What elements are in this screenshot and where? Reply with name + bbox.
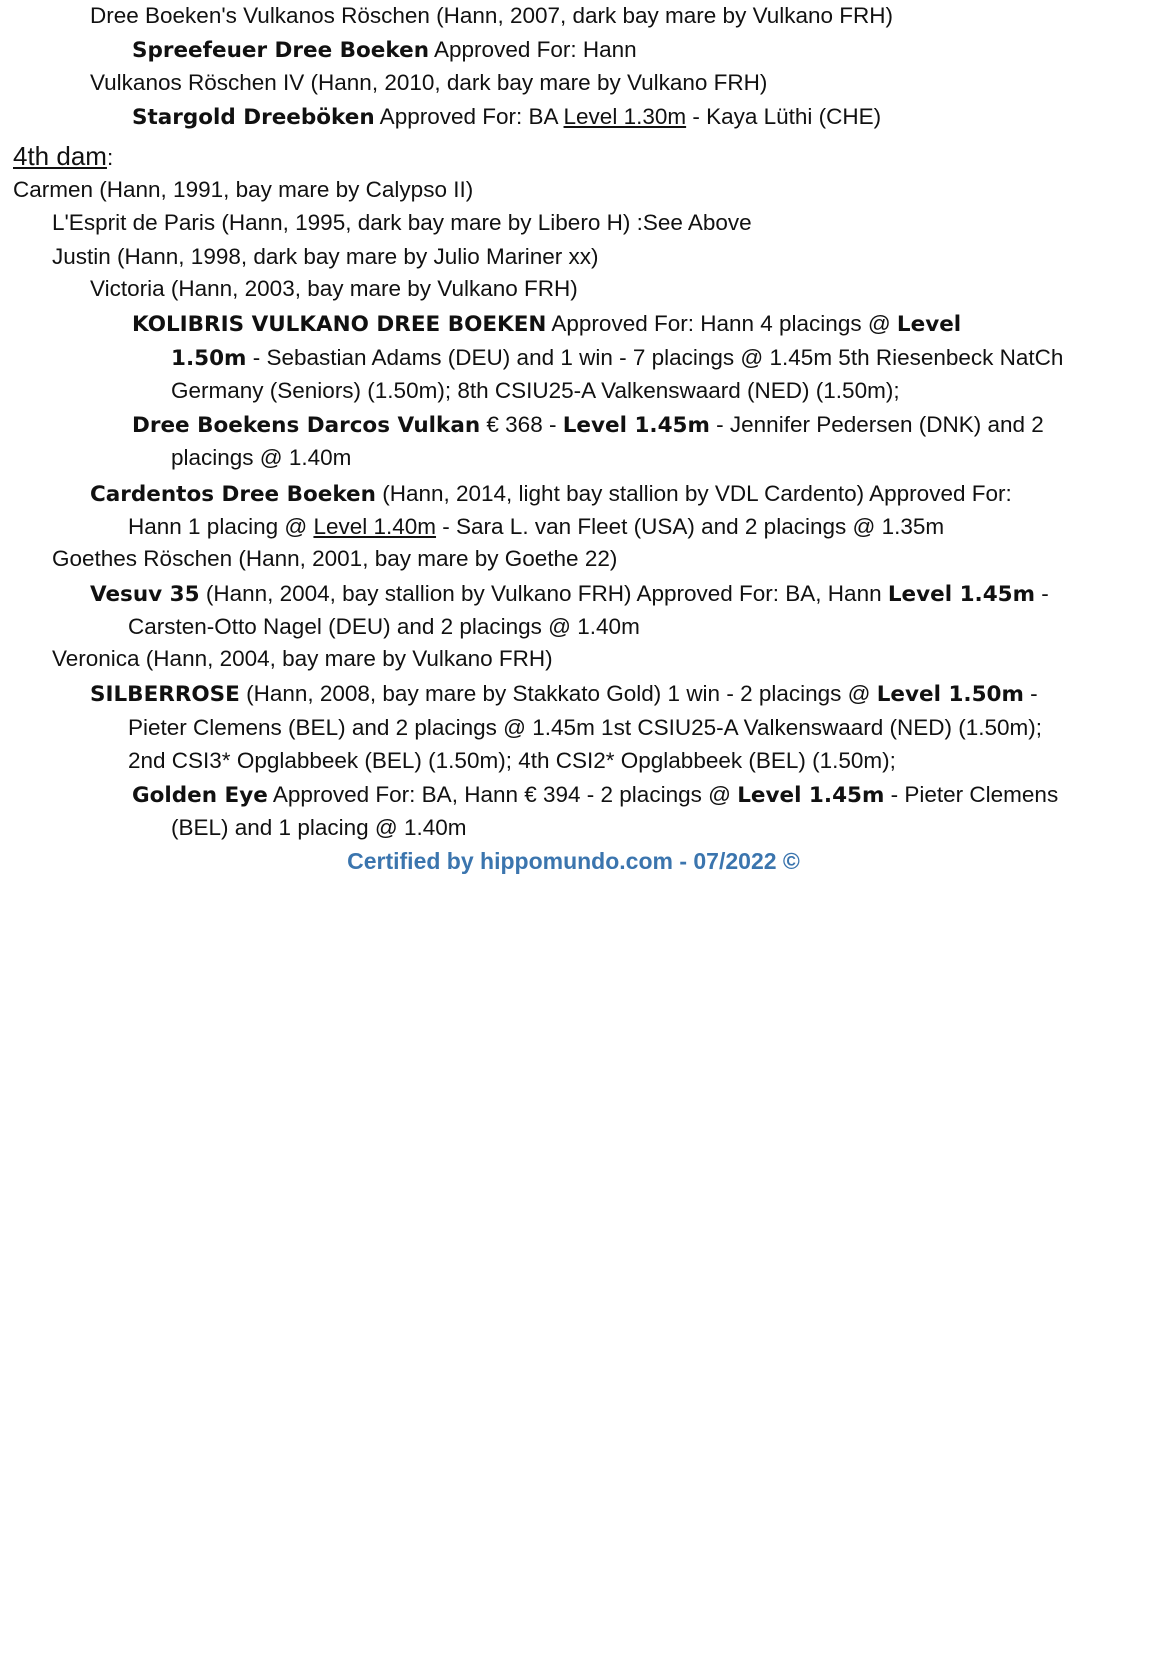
- offspring-line-continued: Pieter Clemens (BEL) and 2 placings @ 1.45m 1st CSIU25-A Valkenswaard (NED) (1.50m);: [128, 715, 1043, 740]
- horse-name: Cardentos Dree Boeken: [90, 482, 376, 507]
- offspring-line: Victoria (Hann, 2003, bay mare by Vulkano FRH): [90, 276, 578, 301]
- offspring-line: Cardentos Dree Boeken (Hann, 2014, light bay stallion by VDL Cardento) Approved For:: [90, 481, 1012, 507]
- offspring-line-continued: Germany (Seniors) (1.50m); 8th CSIU25-A Valkenswaard (NED) (1.50m);: [171, 378, 900, 403]
- dam-line: Carmen (Hann, 1991, bay mare by Calypso II): [13, 177, 474, 202]
- offspring-line: Stargold Dreeböken Approved For: BA Level 1.30m - Kaya Lüthi (CHE): [132, 104, 882, 130]
- horse-name: KOLIBRIS VULKANO DREE BOEKEN: [132, 312, 547, 337]
- offspring-line: Dree Boekens Darcos Vulkan € 368 - Level 1.45m - Jennifer Pedersen (DNK) and 2: [132, 412, 1044, 438]
- offspring-line: Justin (Hann, 1998, dark bay mare by Julio Mariner xx): [52, 244, 599, 269]
- horse-name: Stargold Dreeböken: [132, 105, 375, 130]
- offspring-line-continued: Hann 1 placing @ Level 1.40m - Sara L. van Fleet (USA) and 2 placings @ 1.35m: [128, 514, 945, 539]
- offspring-line: KOLIBRIS VULKANO DREE BOEKEN Approved For: Hann 4 placings @ Level: [132, 311, 962, 337]
- section-heading-4th-dam: 4th dam:: [13, 141, 114, 171]
- horse-name: Dree Boekens Darcos Vulkan: [132, 413, 481, 438]
- offspring-line: SILBERROSE (Hann, 2008, bay mare by Stakkato Gold) 1 win - 2 placings @ Level 1.50m -: [90, 681, 1038, 707]
- offspring-line: Golden Eye Approved For: BA, Hann € 394 - 2 placings @ Level 1.45m - Pieter Clemens: [132, 782, 1059, 808]
- offspring-line: Spreefeuer Dree Boeken Approved For: Hann: [132, 37, 637, 63]
- horse-name: Vesuv 35: [90, 582, 200, 607]
- horse-name: Golden Eye: [132, 783, 268, 808]
- offspring-line-continued: 2nd CSI3* Opglabbeek (BEL) (1.50m); 4th CSI2* Opglabbeek (BEL) (1.50m);: [128, 748, 896, 773]
- offspring-line-continued: (BEL) and 1 placing @ 1.40m: [171, 815, 467, 840]
- offspring-line: Dree Boeken's Vulkanos Röschen (Hann, 2007, dark bay mare by Vulkano FRH): [90, 3, 894, 28]
- offspring-line: Goethes Röschen (Hann, 2001, bay mare by Goethe 22): [52, 546, 618, 571]
- offspring-line-continued: placings @ 1.40m: [171, 445, 352, 470]
- offspring-line-continued: Carsten-Otto Nagel (DEU) and 2 placings @ 1.40m: [128, 614, 640, 639]
- offspring-line: Veronica (Hann, 2004, bay mare by Vulkano FRH): [52, 646, 553, 671]
- offspring-line: Vulkanos Röschen IV (Hann, 2010, dark bay mare by Vulkano FRH): [90, 70, 768, 95]
- level-link[interactable]: Level 1.30m: [563, 104, 687, 129]
- offspring-line-continued: 1.50m - Sebastian Adams (DEU) and 1 win - 7 placings @ 1.45m 5th Riesenbeck NatCh: [171, 345, 1064, 371]
- level-link[interactable]: Level 1.40m: [313, 514, 437, 539]
- horse-name: Spreefeuer Dree Boeken: [132, 38, 430, 63]
- offspring-line: Vesuv 35 (Hann, 2004, bay stallion by Vulkano FRH) Approved For: BA, Hann Level 1.45m -: [90, 581, 1049, 607]
- horse-name: SILBERROSE: [90, 682, 240, 707]
- offspring-line: L'Esprit de Paris (Hann, 1995, dark bay mare by Libero H) :See Above: [52, 210, 752, 235]
- certification-footer: Certified by hippomundo.com - 07/2022 ©: [347, 848, 800, 874]
